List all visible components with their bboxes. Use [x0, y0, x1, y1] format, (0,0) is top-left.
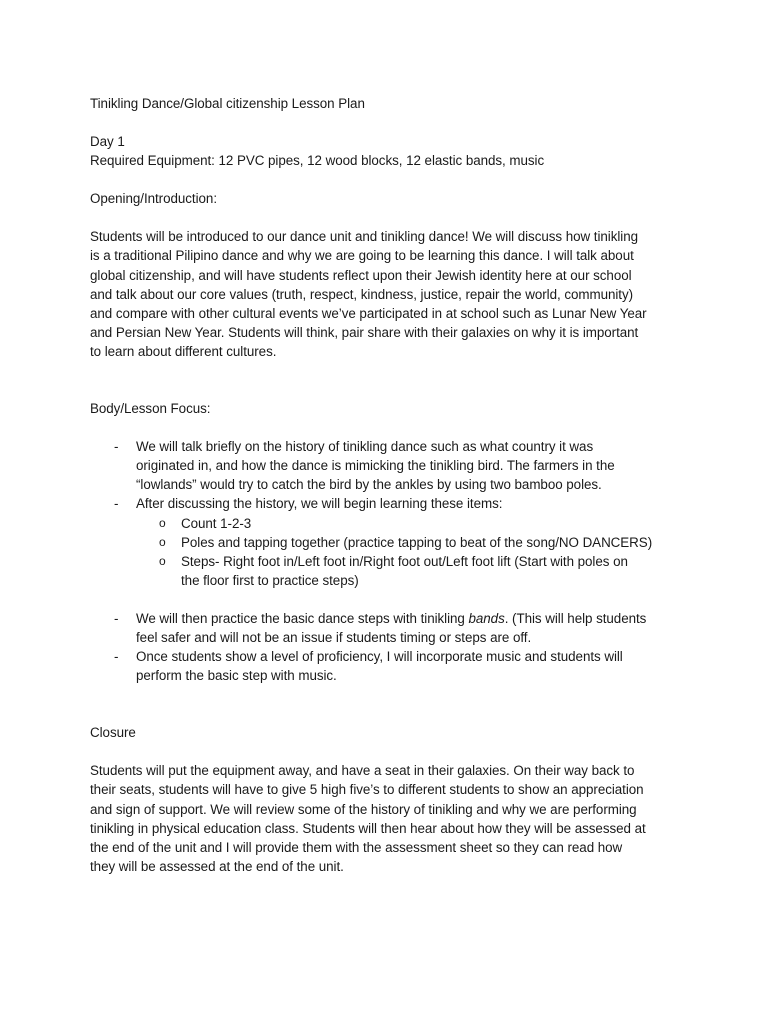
dash-bullet: - [114, 439, 119, 455]
list-item-line: “lowlands” would try to catch the bird by the ankles by using two bamboo poles. [136, 477, 602, 493]
closure-paragraph [90, 761, 680, 876]
required-equipment: Required Equipment: 12 PVC pipes, 12 wood blocks, 12 elastic bands, music [90, 153, 545, 169]
learning-items-list [90, 514, 680, 590]
opening-line: and compare with other cultural events we’ve participated in at school such as Lunar New Year [90, 305, 647, 321]
opening-heading: Opening/Introduction: [90, 191, 217, 207]
list-item-text: . (This will help students [504, 610, 647, 626]
opening-line: to learn about different cultures. [90, 343, 277, 359]
list-item-line: We will talk briefly on the history of tinikling dance such as what country it was [136, 439, 594, 455]
dash-bullet: - [114, 610, 119, 626]
closure-line: and sign of support. We will review some of the history of tinikling and why we are performing [90, 801, 637, 817]
day-label: Day 1 [90, 134, 125, 150]
circle-bullet: o [159, 553, 166, 568]
list-item-text: We will then practice the basic dance steps with tinikling [136, 610, 469, 626]
body-heading: Body/Lesson Focus: [90, 401, 211, 417]
opening-line: and talk about our core values (truth, respect, kindness, justice, repair the world, community) [90, 286, 634, 302]
emphasized-word: bands [468, 610, 505, 626]
circle-bullet: o [159, 534, 166, 549]
closure-line: the end of the unit and I will provide them with the assessment sheet so they can read how [90, 839, 623, 855]
lesson-focus-list [90, 437, 680, 590]
sub-list-item-line: Poles and tapping together (practice tapping to beat of the song/NO DANCERS) [181, 534, 653, 550]
document-title: Tinikling Dance/Global citizenship Lesson Plan [90, 96, 365, 111]
list-item-line [136, 609, 680, 628]
sub-list-item-line: Count 1-2-3 [181, 515, 252, 531]
sub-list-item [90, 552, 680, 590]
list-item [90, 609, 680, 647]
sub-list-item [90, 514, 680, 533]
document-page [90, 94, 680, 876]
practice-list [90, 609, 680, 685]
opening-paragraph [90, 227, 680, 361]
circle-bullet: o [159, 515, 166, 530]
dash-bullet: - [114, 649, 119, 665]
sub-list-item [90, 533, 680, 552]
list-item [90, 647, 680, 685]
list-item-line: Once students show a level of proficiency, I will incorporate music and students will [136, 649, 623, 665]
closure-heading: Closure [90, 725, 136, 741]
opening-line: and Persian New Year. Students will think, pair share with their galaxies on why it is important [90, 324, 639, 340]
closure-line: tinikling in physical education class. Students will then hear about how they will be assessed at [90, 820, 646, 836]
list-item-line: originated in, and how the dance is mimicking the tinikling bird. The farmers in the [136, 458, 615, 474]
opening-line: global citizenship, and will have students reflect upon their Jewish identity here at our school [90, 267, 632, 283]
opening-line: is a traditional Pilipino dance and why we are going to be learning this dance. I will talk about [90, 248, 634, 264]
opening-line: Students will be introduced to our dance unit and tinikling dance! We will discuss how tinikling [90, 229, 638, 245]
dash-bullet: - [114, 496, 119, 512]
list-item-line: After discussing the history, we will begin learning these items: [136, 496, 503, 512]
list-item-line: perform the basic step with music. [136, 668, 337, 684]
list-item [90, 494, 680, 589]
closure-line: they will be assessed at the end of the unit. [90, 858, 344, 874]
closure-line: their seats, students will have to give 5 high five’s to different students to show an appreciation [90, 782, 644, 798]
closure-line: Students will put the equipment away, and have a seat in their galaxies. On their way back to [90, 763, 635, 779]
list-item [90, 437, 680, 494]
sub-list-item-line: Steps- Right foot in/Left foot in/Right foot out/Left foot lift (Start with poles on [181, 553, 628, 569]
list-item-line: feel safer and will not be an issue if students timing or steps are off. [136, 629, 532, 645]
sub-list-item-line: the floor first to practice steps) [181, 572, 359, 588]
